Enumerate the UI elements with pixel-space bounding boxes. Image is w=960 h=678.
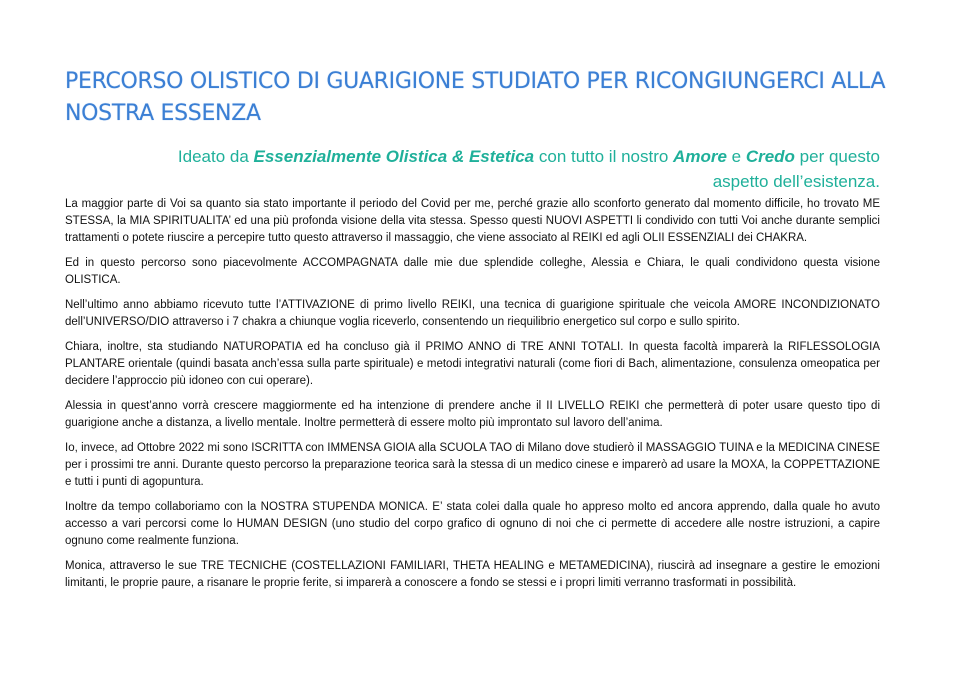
subtitle-word-amore: Amore bbox=[673, 147, 727, 166]
paragraph-covid: La maggior parte di Voi sa quanto sia stato importante il periodo del Covid per me, perché grazie allo sconforto generato dal momento difficile, ho trovato ME STESSA, la MIA SPIRITUALITA’ ed una più profonda visione della vita stessa. Spesso questi NUOVI ASPETTI li condivido con tutti Voi anche durante semplici trattamenti o potete riuscire a percepire tutto questo attraverso il massaggio, che viene associato al REIKI ed agli OLII ESSENZIALI dei CHAKRA. bbox=[65, 198, 880, 244]
document-body bbox=[65, 196, 880, 600]
subtitle-text-2: con tutto il nostro bbox=[534, 147, 674, 166]
subtitle-brand: Essenzialmente Olistica & Estetica bbox=[253, 147, 535, 166]
paragraph-colleagues: Ed in questo percorso sono piacevolmente ACCOMPAGNATA dalle mie due splendide colleghe, Alessia e Chiara, le quali condividono questa visione OLISTICA. bbox=[65, 257, 880, 286]
paragraph-alessia: Alessia in quest’anno vorrà crescere maggiormente ed ha intenzione di prendere anche il II LIVELLO REIKI che permetterà di poter usare questo tipo di guarigione anche a distanza, a livello mentale. Inoltre permetterà di essere molto più improntato sul lavoro dell’anima. bbox=[65, 400, 880, 429]
subtitle-text-1: Ideato da bbox=[177, 147, 254, 166]
subtitle-text-4: per questo aspetto dell’esistenza. bbox=[712, 147, 880, 191]
subtitle-word-credo: Credo bbox=[745, 147, 795, 166]
subtitle-text-3: e bbox=[726, 147, 746, 166]
paragraph-monica-techniques: Monica, attraverso le sue TRE TECNICHE (COSTELLAZIONI FAMILIARI, THETA HEALING e METAMEDICINA), riuscirà ad insegnare a gestire le emozioni limitanti, le proprie paure, a risanare le proprie ferite, si imparerà a conoscere a fondo se stessi e i propri limiti verranno trasformati in possibilità. bbox=[65, 560, 880, 589]
document-title: PERCORSO OLISTICO DI GUARIGIONE STUDIATO PER RICONGIUNGERCI ALLA NOSTRA ESSENZA bbox=[65, 69, 886, 126]
paragraph-reiki: Nell’ultimo anno abbiamo ricevuto tutte l’ATTIVAZIONE di primo livello REIKI, una tecnica di guarigione spirituale che veicola AMORE INCONDIZIONATO dell’UNIVERSO/DIO attraverso i 7 chakra a chiunque voglia riceverlo, consentendo un riequilibrio energetico sul corpo e sullo spirito. bbox=[65, 299, 880, 328]
paragraph-monica: Inoltre da tempo collaboriamo con la NOSTRA STUPENDA MONICA. E’ stata colei dalla quale ho appreso molto ed ancora apprendo, dalla quale ho avuto accesso a vari percorsi come lo HUMAN DESIGN (uno studio del corpo grafico di ognuno di noi che ci permette di accedere alle nostre istruzioni, a capire ognuno come realmente funziona. bbox=[65, 501, 880, 547]
document-subtitle bbox=[120, 144, 880, 194]
paragraph-chiara: Chiara, inoltre, sta studiando NATUROPATIA ed ha concluso già il PRIMO ANNO di TRE ANNI TOTALI. In questa facoltà imparerà la RIFLESSOLOGIA PLANTARE orientale (quindi basata anch’essa sulla parte spirituale) e metodi integrativi naturali (come fiori di Bach, alimentazione, consulenza omeopatica per decidere l’approccio più idoneo con cui operare). bbox=[65, 341, 880, 387]
paragraph-tao-school: Io, invece, ad Ottobre 2022 mi sono ISCRITTA con IMMENSA GIOIA alla SCUOLA TAO di Milano dove studierò il MASSAGGIO TUINA e la MEDICINA CINESE per i prossimi tre anni. Durante questo percorso la preparazione teorica sarà la stessa di un medico cinese e imparerò ad usare la MOXA, la COPPETTAZIONE e tutti i punti di agopuntura. bbox=[65, 442, 880, 488]
